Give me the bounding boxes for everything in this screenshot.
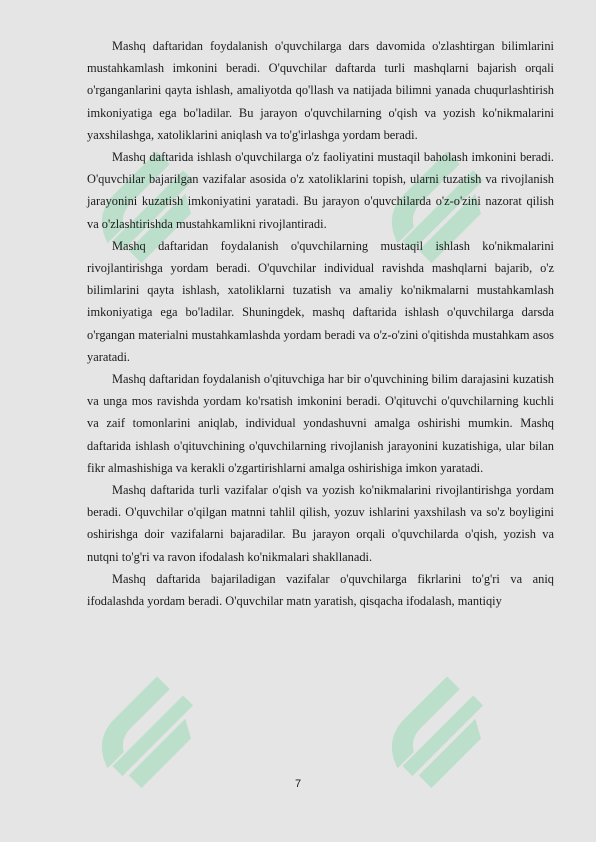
- paragraph: Mashq daftarida bajariladigan vazifalar o'quvchilarga fikrlarini to'g'ri va aniq ifodalashda yordam beradi. O'quvchilar matn yaratish, qisqacha ifodalash, mantiqiy: [87, 571, 554, 609]
- body-text: [87, 35, 554, 612]
- watermark-logo-icon: [70, 660, 220, 795]
- paragraph: Mashq daftarida turli vazifalar o'qish va yozish ko'nikmalarini rivojlantirishga yordam beradi. O'quvchilar o'qilgan matnni tahlil qilish, yozuv ishlarini yaxshilash va so'z boyligini oshirishga doir vazifalarni bajaradilar. Bu jarayon orqali o'quvchilarda o'qish, yozish va nutqni to'g'ri va ravon ifodalash ko'nikmalari shakllanadi.: [87, 483, 554, 564]
- paragraph: Mashq daftaridan foydalanish o'qituvchiga har bir o'quvchining bilim darajasini kuzatish va unga mos ravishda yordam ko'rsatish imkonini beradi. O'qituvchi o'quvchilarning kuchli va zaif tomonlarini aniqlab, individual yondashuvni amalga oshirishi mumkin. Mashq daftarida ishlash o'qituvchining o'quvchilarning rivojlanish jarayonini kuzatishiga, ular bilan fikr almashishiga va kerakli o'zgartirishlarni amalga oshirishiga imkon yaratadi.: [87, 372, 554, 475]
- paragraph: Mashq daftarida ishlash o'quvchilarga o'z faoliyatini mustaqil baholash imkonini beradi. O'quvchilar bajarilgan vazifalar asosida o'z xatoliklarini topish, ularni tuzatish va rivojlanish jarayonini kuzatish imkoniyatini yaratadi. Bu jarayon o'quvchilarda o'z-o'zini nazorat qilish va o'zlashtirishda mustahkamlikni rivojlantiradi.: [87, 150, 554, 231]
- page-number: 7: [294, 778, 302, 790]
- watermark-logo-icon: [360, 660, 510, 795]
- paragraph: Mashq daftaridan foydalanish o'quvchilarning mustaqil ishlash ko'nikmalarini rivojlantirishga yordam beradi. O'quvchilar individual ravishda mashqlarni bajarib, o'z bilimlarini qayta ishlash, xatoliklarni tuzatish va amaliy ko'nikmalarni mustahkamlash imkoniyatiga ega bo'ladilar. Shuningdek, mashq daftarida ishlash o'quvchilarga darsda o'rgangan materialni mustahkamlashda yordam beradi va o'z-o'zini o'qitishda mustahkam asos yaratadi.: [87, 238, 554, 364]
- paragraph: Mashq daftaridan foydalanish o'quvchilarga dars davomida o'zlashtirgan bilimlarini mustahkamlash imkonini beradi. O'quvchilar daftarda turli mashqlarni bajarish orqali o'rganganlarini qayta ishlash, amaliyotda qo'llash va natijada bilimni yanada chuqurlashtirish imkoniyatiga ega bo'ladilar. Bu jarayon o'quvchilarning o'qish va yozish ko'nikmalarini yaxshilashga, xatoliklarini aniqlash va to'g'irlashga yordam beradi.: [87, 39, 554, 142]
